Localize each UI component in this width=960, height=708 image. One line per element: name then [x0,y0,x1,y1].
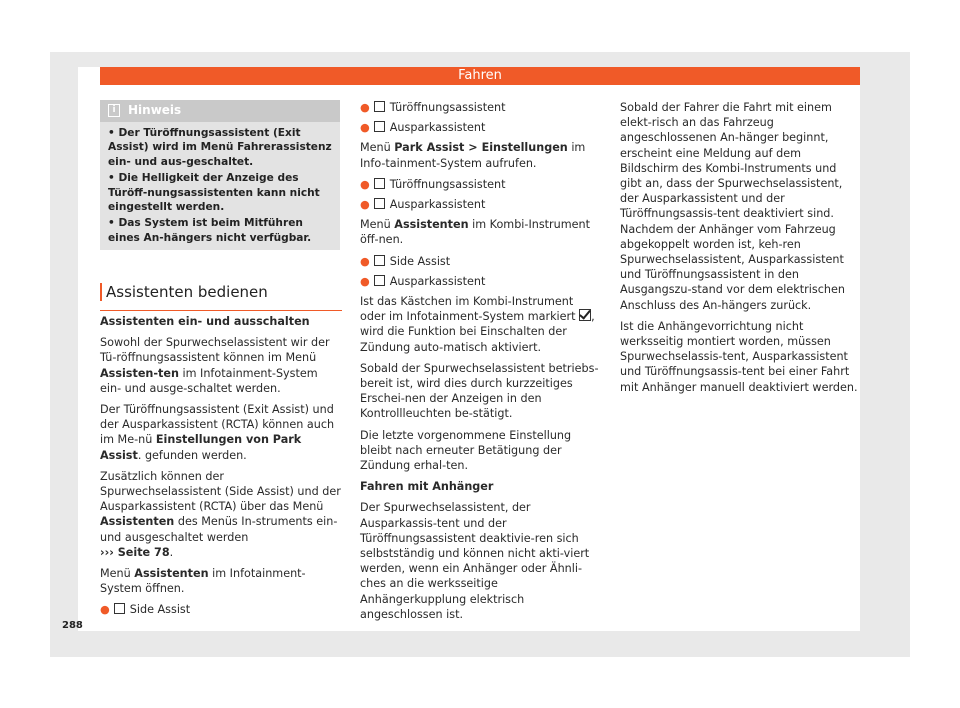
list-item: ● Side Assist [100,603,191,617]
hint-header [100,100,340,122]
paragraph: Der Spurwechselassistent, der Ausparkassis-tent und der Türöffnungsassistent deaktivie-ren sich selbstständig und können nicht akti-viert werden, wenn ein Anhänger oder Ähnli-ches an die werksseitige Anhängerkupplung elektrisch angeschlossen ist. [360,501,590,621]
section-title: Assistenten bedienen [100,283,340,301]
list-item: ● Side Assist [360,254,451,268]
hint-item: • Die Helligkeit der Anzeige des Türöff-nungsassistenten kann nicht eingestellt werden. [108,172,320,214]
checkbox-icon [374,101,385,112]
checkbox-icon [374,275,385,286]
column-2 [360,100,602,628]
paragraph: Ist die Anhängevorrichtung nicht werksseitig montiert worden, müssen Spurwechselassis-tent, Ausparkassistent und Türöffnungsassis-tent bei einer Fahrt mit Anhänger manuell deaktiviert werden. [620,319,858,394]
checkbox-icon [374,178,385,189]
hint-body [108,126,334,247]
checkbox-icon [374,121,385,132]
chapter-header [100,67,860,85]
bullet-icon: ● [360,177,370,191]
bullet-icon: ● [360,121,370,135]
bullet-icon: ● [360,274,370,288]
bullet-icon: ● [100,603,110,617]
paragraph: Menü Assistenten im Kombi-Instrument öff-nen. [360,218,591,247]
list-item: ● Ausparkassistent [360,121,486,135]
paragraph: Menü Park Assist > Einstellungen im Info-tainment-System aufrufen. [360,141,586,170]
info-icon: i [108,104,120,117]
paragraph: Zusätzlich können der Spurwechselassistent (Side Assist) und der Ausparkassistent (RCTA) über das Menü Assistenten des Menüs In-struments ein- und ausgeschaltet werden ››› Seite 78. [100,469,341,559]
paragraph: Sobald der Fahrer die Fahrt mit einem elekt-risch an das Fahrzeug angeschlossenen An-hänger beginnt, erscheint eine Meldung auf dem Bildschirm des Kombi-Instruments und gibt an, dass der Spurwechselassistent, der Ausparkassistent und der Türöffnungsassis-tent deaktiviert sind. Nachdem der Anhänger vom Fahrzeug abgekoppelt worden ist, keh-ren Spurwechselassistent, Ausparkassistent und Türöffnungsassistent in den Ausgangszu-stand vor dem elektrischen Anschluss des An-hängers zurück. [620,101,845,312]
chapter-title: Fahren [458,68,502,83]
paragraph: Der Türöffnungsassistent (Exit Assist) und der Ausparkassistent (RCTA) können auch im Me-nü Einstellungen von Park Assist. gefunden werden. [100,403,335,462]
page-number: 288 [62,620,83,631]
page-reference-link[interactable]: ››› Seite 78 [100,545,170,559]
subheading: Fahren mit Anhänger [360,480,494,494]
list-item: ● Ausparkassistent [360,198,486,212]
list-item: ● Ausparkassistent [360,274,486,288]
checked-box-icon [579,309,591,321]
section-divider [100,310,342,311]
hint-item: • Das System ist beim Mitführen eines An-hängers nicht verfügbar. [108,217,312,244]
list-item: ● Türöffnungsassistent [360,101,506,114]
bullet-icon: ● [360,198,370,212]
checkbox-icon [114,603,125,614]
bullet-icon: ● [360,254,370,268]
hint-title: Hinweis [128,103,182,117]
column-1 [100,314,342,623]
list-item: ● Türöffnungsassistent [360,177,506,191]
paragraph: Menü Assistenten im Infotainment-System öffnen. [100,567,306,596]
checkbox-icon [374,198,385,209]
subheading: Assistenten ein- und ausschalten [100,315,310,328]
section-heading [100,283,340,311]
column-3 [620,100,860,401]
hint-box [100,100,340,250]
bullet-icon: ● [360,101,370,114]
paragraph: Sowohl der Spurwechselassistent wir der Tü-röffnungsassistent können im Menü Assisten-ten im Infotainment-System ein- und ausge-schaltet werden. [100,336,330,395]
hint-item: • Der Türöffnungsassistent (Exit Assist) wird im Menü Fahrerassistenz ein- und aus-geschaltet. [108,127,332,168]
paragraph: Die letzte vorgenommene Einstellung bleibt nach erneuter Betätigung der Zündung erhal-ten. [360,428,572,473]
checkbox-icon [374,255,385,266]
paragraph: Ist das Kästchen im Kombi-Instrument oder im Infotainment-System markiert , wird die Funktion bei Einschalten der Zündung auto-matisch aktiviert. [360,295,595,354]
paragraph: Sobald der Spurwechselassistent betriebs-bereit ist, wird dies durch kurzzeitiges Erschei-nen der Anzeigen in den Kontrollleuchten be-stätigt. [360,361,599,421]
